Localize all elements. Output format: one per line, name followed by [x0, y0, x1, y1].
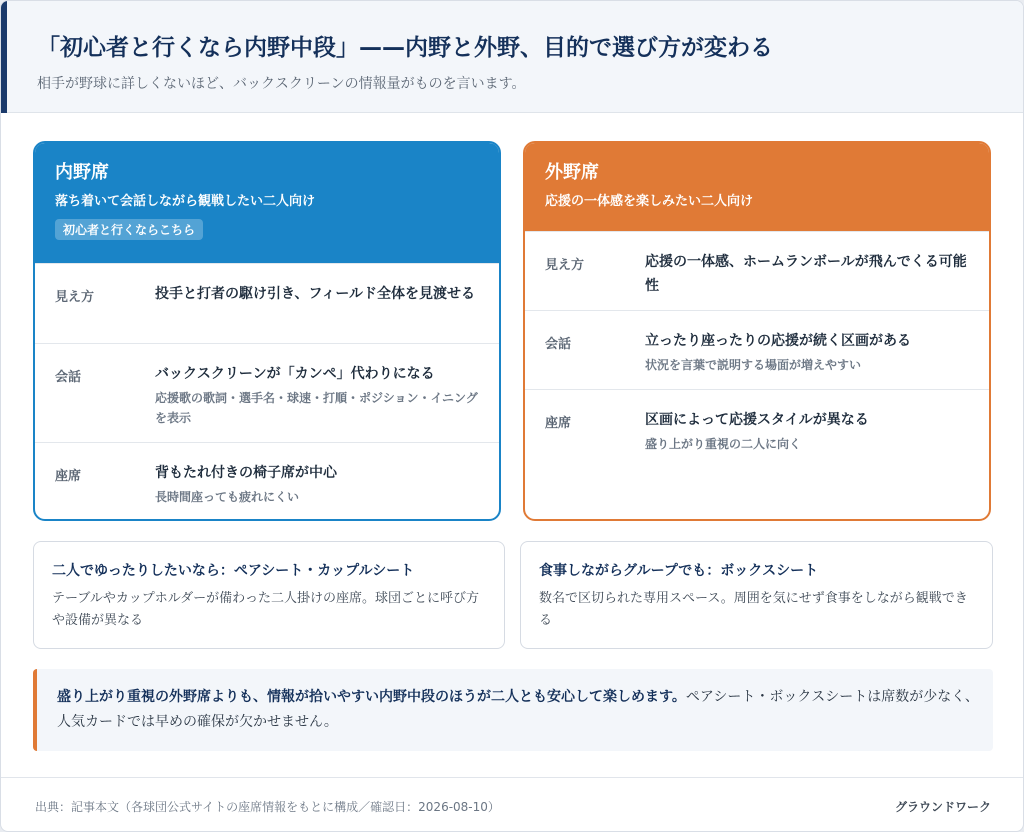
- outfield-row-seat: [525, 389, 989, 521]
- outfield-row-view: [525, 231, 989, 310]
- row-label: 会話: [545, 337, 572, 352]
- summary-callout: [33, 669, 993, 751]
- row-main-text: 背もたれ付きの椅子席が中心: [155, 465, 337, 481]
- outfield-panel-header: [525, 143, 989, 231]
- row-label: 見え方: [55, 290, 95, 305]
- header: [1, 1, 1024, 113]
- infield-description: 落ち着いて会話しながら観戦したい二人向け: [55, 194, 316, 209]
- source-note: 出典：記事本文（各球団公式サイトの座席情報をもとに構成／確認日：2026-08-10）: [35, 800, 500, 814]
- infield-panel-header: [35, 143, 499, 263]
- row-main-text: 立ったり座ったりの応援が続く区画がある: [645, 333, 911, 349]
- infield-row-view: [35, 263, 499, 343]
- callout-body: ペアシート・ボックスシートは席数が少なく、人気カードでは早めの確保が欠かせません。: [57, 689, 979, 730]
- outfield-description: 応援の一体感を楽しみたい二人向け: [545, 194, 754, 209]
- row-sub-text: 応援歌の歌詞・選手名・球速・打順・ポジション・イニングを表示: [155, 391, 478, 425]
- row-sub-text: 状況を言葉で説明する場面が増えやすい: [645, 358, 862, 372]
- row-sub-text: 長時間座っても疲れにくい: [155, 490, 300, 504]
- outfield-name: 外野席: [545, 162, 599, 183]
- infield-name: 内野席: [55, 162, 109, 183]
- row-main-text: 応援の一体感、ホームランボールが飛んでくる可能性: [645, 254, 967, 294]
- row-label: 会話: [55, 370, 82, 385]
- page-title: 「初心者と行くなら内野中段」——内野と外野、目的で選び方が変わる: [37, 35, 773, 61]
- row-sub-text: 盛り上がり重視の二人に向く: [645, 437, 802, 451]
- row-label: 見え方: [545, 258, 585, 273]
- outfield-panel: [523, 141, 991, 521]
- outfield-row-conversation: [525, 310, 989, 389]
- callout-emphasis: 盛り上がり重視の外野席よりも、情報が拾いやすい内野中段のほうが二人とも安心して楽しめます。: [57, 689, 686, 705]
- pair-seat-box: [33, 541, 505, 649]
- footer: [1, 777, 1024, 832]
- box-seat-box: [520, 541, 993, 649]
- row-label: 座席: [55, 469, 82, 484]
- row-label: 座席: [545, 416, 572, 431]
- box-seat-text: 数名で区切られた専用スペース。周囲を気にせず食事をしながら観戦できる: [539, 591, 968, 628]
- infield-row-seat: [35, 442, 499, 521]
- callout-text: [57, 685, 982, 735]
- infield-row-conversation: [35, 343, 499, 442]
- infield-panel: [33, 141, 501, 521]
- page-subtitle: 相手が野球に詳しくないほど、バックスクリーンの情報量がものを言います。: [37, 76, 526, 92]
- box-seat-title: 食事しながらグループでも：ボックスシート: [539, 563, 819, 579]
- pair-seat-title: 二人でゆったりしたいなら：ペアシート・カップルシート: [52, 563, 415, 579]
- pair-seat-text: テーブルやカップホルダーが備わった二人掛けの座席。球団ごとに呼び方や設備が異なる: [52, 591, 480, 628]
- recommended-badge: 初心者と行くならこちら: [55, 219, 203, 240]
- row-main-text: 区画によって応援スタイルが異なる: [645, 412, 869, 428]
- row-main-text: 投手と打者の駆け引き、フィールド全体を見渡せる: [155, 286, 476, 302]
- header-accent-bar: [1, 1, 7, 113]
- row-main-text: バックスクリーンが「カンペ」代わりになる: [155, 366, 435, 382]
- brand-name: グラウンドワーク: [894, 800, 991, 814]
